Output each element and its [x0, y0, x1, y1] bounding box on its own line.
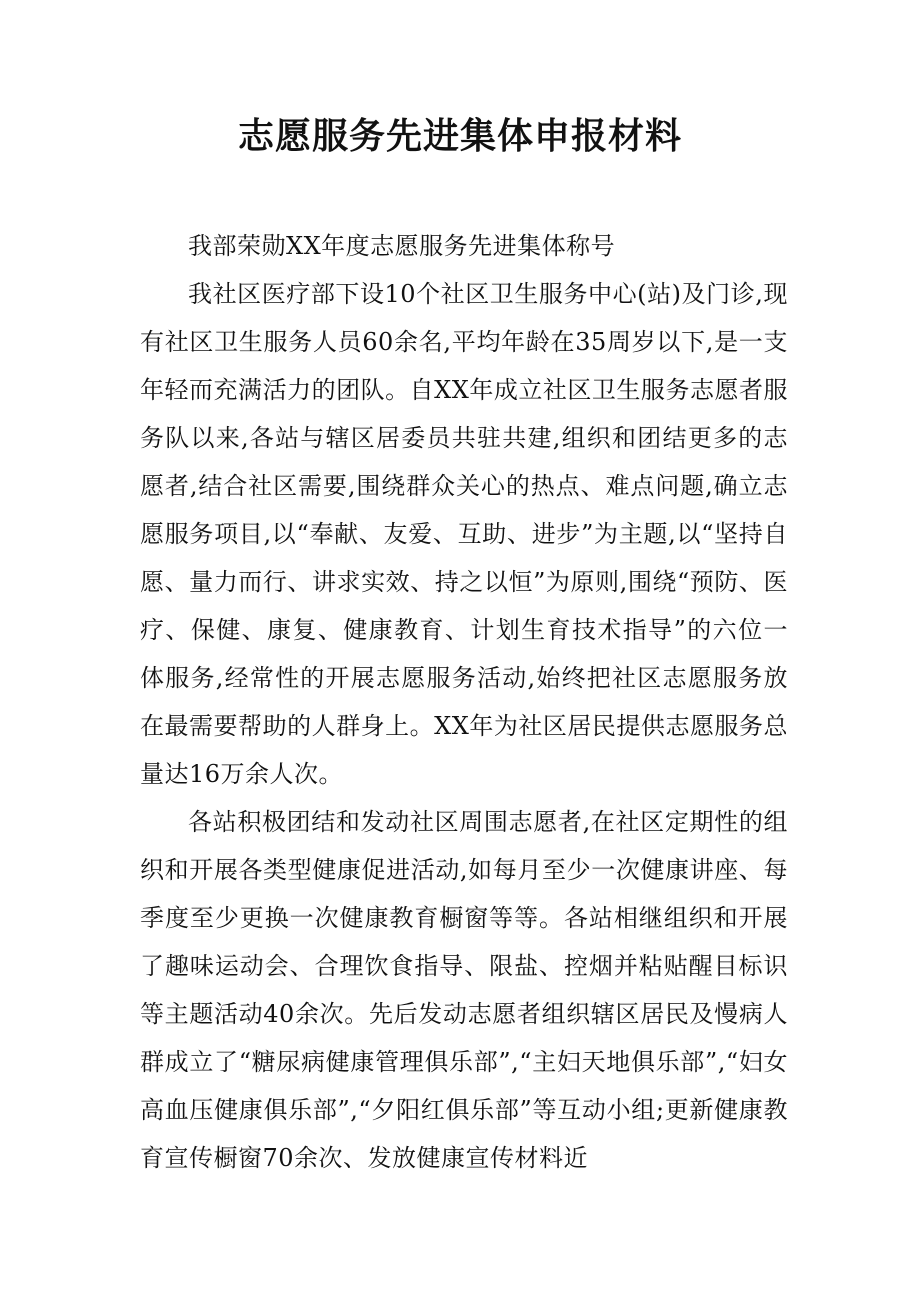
paragraph-honor: 我部荣勋XX年度志愿服务先进集体称号 — [188, 232, 616, 260]
document-body — [140, 222, 788, 1182]
paragraph-overview: 我社区医疗部下设10个社区卫生服务中心(站)及门诊,现有社区卫生服务人员60余名,平均年龄在35周岁以下,是一支年轻而充满活力的团队。自XX年成立社区卫生服务志愿者服务队以来,各站与辖区居委员共驻共建,组织和团结更多的志愿者,结合社区需要,围绕群众关心的热点、难点问题,确立志愿服务项目,以“奉献、友爱、互助、进步”为主题,以“坚持自愿、量力而行、讲求实效、持之以恒”为原则,围绕“预防、医疗、保健、康复、健康教育、计划生育技术指导”的六位一体服务,经常性的开展志愿服务活动,始终把社区志愿服务放在最需要帮助的人群身上。XX年为社区居民提供志愿服务总量达16万余人次。 — [140, 280, 788, 788]
document-title: 志愿服务先进集体申报材料 — [237, 116, 682, 157]
paragraph-activities: 各站积极团结和发动社区周围志愿者,在社区定期性的组织和开展各类型健康促进活动,如每月至少一次健康讲座、每季度至少更换一次健康教育橱窗等等。各站相继组织和开展了趣味运动会、合理饮食指导、限盐、控烟并粘贴醒目标识等主题活动40余次。先后发动志愿者组织辖区居民及慢病人群成立了“糖尿病健康管理俱乐部”,“主妇天地俱乐部”,“妇女高血压健康俱乐部”,“夕阳红俱乐部”等互动小组;更新健康教育宣传橱窗70余次、发放健康宣传材料近 — [140, 808, 788, 1172]
